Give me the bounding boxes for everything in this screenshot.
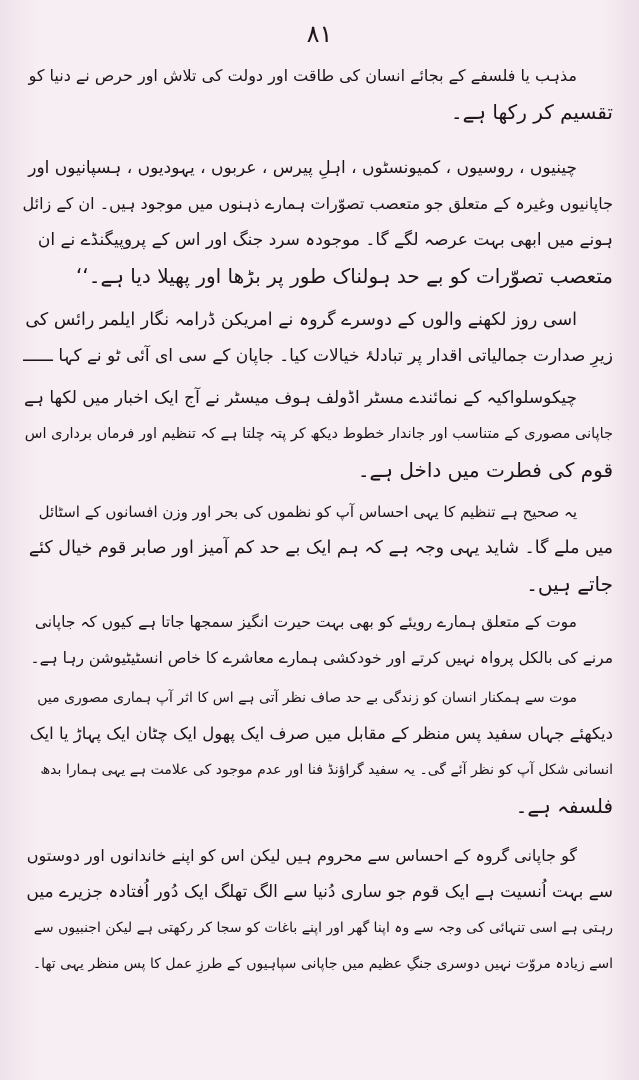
paragraph <box>23 150 613 294</box>
paragraph <box>23 494 613 602</box>
text-line: دیکھئے جہاں سفید پس منظر کے مقابل میں صرف ایک پھول ایک چٹان ایک پہاڑ یا ایک <box>29 724 613 743</box>
text-line: جاتے ہیں۔ <box>526 572 613 596</box>
paragraph <box>23 58 613 130</box>
text-line: جاپانی مصوری کے متناسب اور جاندار خطوط دیکھ کر پتہ چلتا ہے کہ تنظیم اور فرماں برداری اس <box>24 426 613 442</box>
text-line: میں ملے گا۔ شاید یہی وجہ ہے کہ ہم ایک بے حد کم آمیز اور صابر قوم خیال کئے <box>28 538 613 558</box>
text-line: گو جاپانی گروہ کے احساس سے محروم ہیں لیکن اس کو اپنے خاندانوں اور دوستوں <box>26 846 577 865</box>
text-line: انسانی شکل آپ کو نظر آئے گی۔ یہ سفید گراؤنڈ فنا اور عدم موجود کی علامت ہے یہی ہمارا بدھ <box>40 762 613 778</box>
text-line: زیرِ صدارت جمالیاتی اقدار پر تبادلۂ خیالات کیا۔ جاپان کے سی ای آئی ٹو نے کہا ــــــ <box>23 346 613 366</box>
paragraph <box>23 680 613 824</box>
text-line: ہونے میں ابھی بہت عرصہ لگے گا۔ موجودہ سرد جنگ اور اس کے پروپیگنڈے نے ان <box>37 230 613 250</box>
text-line: یہ صحیح ہے تنظیم کا یہی احساس آپ کو نظموں کی بحر اور وزن افسانوں کے اسٹائل <box>38 503 577 521</box>
text-line: چینیوں ، روسیوں ، کمیونسٹوں ، اہلِ پیرس ، عربوں ، یہودیوں ، ہسپانیوں اور <box>28 158 577 178</box>
text-line: مرنے کی بالکل پرواہ نہیں کرتے اور خودکشی ہمارے معاشرے کا خاص انسٹیٹیوشن رہا ہے۔ <box>30 649 613 667</box>
text-line: سے بہت اُنسیت ہے ایک قوم جو ساری دُنیا سے الگ تھلگ ایک دُور اُفتادہ جزیرے میں <box>26 882 613 902</box>
paragraph <box>23 302 613 374</box>
text-line: موت سے ہمکنار انسان کو زندگی بے حد صاف نظر آتی ہے اس کا اثر آپ ہماری مصوری میں <box>37 690 577 706</box>
text-line: جاپانیوں وغیرہ کے متعلق جو متعصب تصوّرات ہمارے ذہنوں میں موجود ہیں۔ ان کے زائل <box>23 194 613 213</box>
text-line: رہتی ہے اسی تنہائی کی وجہ سے وہ اپنا گھر اور اپنے باغات کو سجا کر رکھتی ہے لیکن اجنبیوں سے <box>33 920 613 936</box>
page-number: ٨١ <box>306 20 333 48</box>
paragraph <box>23 838 613 982</box>
text-line: چیکوسلواکیہ کے نمائندے مسٹر اڈولف ہوف میسٹر نے آج ایک اخبار میں لکھا ہے <box>24 388 577 408</box>
text-line: اسے زیادہ مروّت نہیں دوسری جنگِ عظیم میں جاپانی سپاہیوں کے طرزِ عمل کا پس منظر یہی تھا۔ <box>32 956 613 972</box>
paragraph <box>23 604 613 676</box>
text-line: مذہب یا فلسفے کے بجائے انسان کی طاقت اور دولت کی تلاش اور حرص نے دنیا کو <box>28 66 577 85</box>
text-line: فلسفہ ہے۔ <box>515 794 613 818</box>
paragraph <box>23 380 613 488</box>
text-line: تقسیم کر رکھا ہے۔ <box>450 100 613 124</box>
text-line: موت کے متعلق ہمارے رویئے کو بھی بہت حیرت انگیز سمجھا جاتا ہے کیوں کہ جاپانی <box>34 613 577 631</box>
text-line: قوم کی فطرت میں داخل ہے۔ <box>357 458 613 482</box>
text-line: اسی روز لکھنے والوں کے دوسرے گروہ نے امریکن ڈرامہ نگار ایلمر رائس کی <box>25 310 577 330</box>
text-line: متعصب تصوّرات کو بے حد ہولناک طور پر بڑھا اور پھیلا دیا ہے۔‘‘ <box>76 264 613 288</box>
